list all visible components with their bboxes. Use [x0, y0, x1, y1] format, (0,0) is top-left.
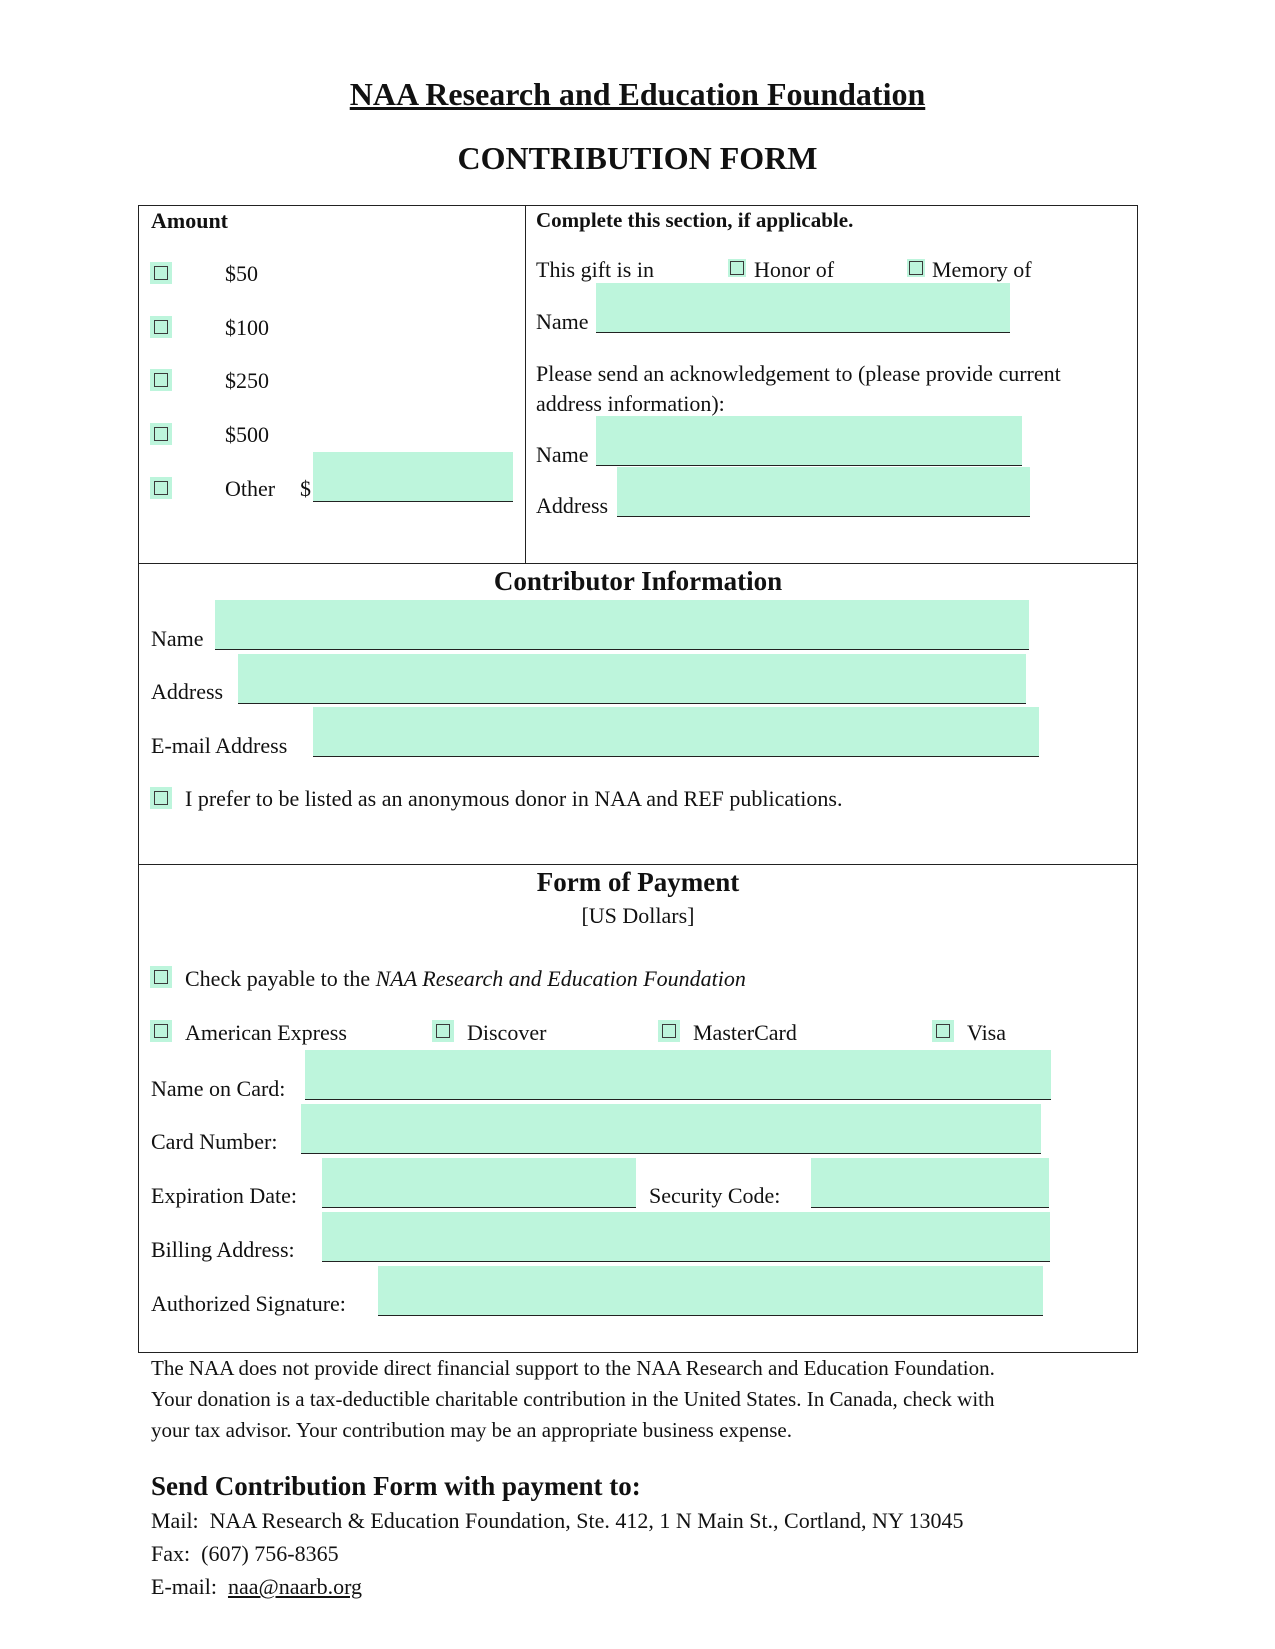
signature-label: Authorized Signature: — [151, 1291, 346, 1316]
fax-value: (607) 756-8365 — [201, 1541, 339, 1566]
card-number-field[interactable] — [301, 1104, 1041, 1154]
honor-label: Honor of — [754, 257, 835, 282]
amount-divider — [525, 205, 526, 563]
amex-label: American Express — [185, 1020, 347, 1045]
discover-label: Discover — [467, 1020, 547, 1045]
contributor-divider — [138, 563, 1138, 564]
mail-value: NAA Research & Education Foundation, Ste. 412, 1 N Main St., Cortland, NY 13045 — [209, 1508, 964, 1533]
ack-address-field[interactable] — [617, 467, 1030, 517]
payment-heading: Form of Payment — [536, 867, 740, 897]
payment-divider — [138, 864, 1138, 865]
send-heading: Send Contribution Form with payment to: — [151, 1471, 641, 1501]
tribute-heading: Complete this section, if applicable. — [536, 208, 854, 232]
billing-address-label: Billing Address: — [151, 1237, 295, 1262]
check-payment-label — [185, 966, 746, 992]
amount-50-checkbox[interactable] — [150, 262, 172, 284]
ack-text-line2: address information): — [536, 391, 725, 416]
email-line — [151, 1574, 362, 1600]
name-on-card-field[interactable] — [305, 1050, 1051, 1100]
tribute-name-field[interactable] — [596, 283, 1010, 333]
billing-address-field[interactable] — [322, 1212, 1050, 1262]
honor-checkbox[interactable] — [728, 259, 746, 277]
email-link[interactable]: naa@naarb.org — [227, 1574, 363, 1599]
ack-name-field[interactable] — [596, 416, 1022, 466]
mastercard-checkbox[interactable] — [658, 1020, 680, 1042]
security-code-field[interactable] — [811, 1158, 1049, 1208]
disclaimer-line2: Your donation is a tax-deductible charitable contribution in the United States. In Canada, check with — [151, 1387, 995, 1411]
amount-other-dollar: $ — [300, 476, 311, 501]
ack-text-line1: Please send an acknowledgement to (please provide current — [536, 361, 1061, 386]
discover-checkbox[interactable] — [432, 1020, 454, 1042]
amount-500-label: $500 — [225, 422, 269, 447]
fax-line — [151, 1541, 339, 1567]
amount-250-checkbox[interactable] — [150, 369, 172, 391]
email-label: E-mail: — [151, 1574, 217, 1599]
amount-heading: Amount — [151, 208, 229, 233]
memory-label: Memory of — [932, 257, 1032, 282]
visa-label: Visa — [967, 1020, 1007, 1045]
amount-other-label: Other — [225, 476, 276, 501]
mail-label: Mail: — [151, 1508, 199, 1533]
contributor-heading: Contributor Information — [493, 566, 783, 596]
anonymous-label: I prefer to be listed as an anonymous donor in NAA and REF publications. — [185, 786, 843, 811]
disclaimer-line1: The NAA does not provide direct financial support to the NAA Research and Education Foundation. — [151, 1356, 995, 1380]
currency-note: [US Dollars] — [581, 903, 695, 928]
name-on-card-label: Name on Card: — [151, 1076, 286, 1101]
mastercard-label: MasterCard — [693, 1020, 797, 1045]
amount-250-label: $250 — [225, 368, 269, 393]
disclaimer-line3: your tax advisor. Your contribution may be an appropriate business expense. — [151, 1418, 792, 1442]
amount-50-label: $50 — [225, 261, 258, 286]
mail-line — [151, 1508, 964, 1534]
expiration-field[interactable] — [322, 1158, 636, 1208]
amount-100-label: $100 — [225, 315, 269, 340]
security-code-label: Security Code: — [649, 1183, 781, 1208]
check-label-payee: NAA Research and Education Foundation — [375, 966, 746, 991]
form-title: CONTRIBUTION FORM — [457, 140, 818, 176]
contributor-address-label: Address — [151, 679, 224, 704]
amex-checkbox[interactable] — [150, 1020, 172, 1042]
amount-other-field[interactable] — [313, 452, 513, 502]
expiration-label: Expiration Date: — [151, 1183, 298, 1208]
visa-checkbox[interactable] — [932, 1020, 954, 1042]
fax-label: Fax: — [151, 1541, 191, 1566]
tribute-name-label: Name — [536, 309, 589, 334]
gift-label: This gift is in — [536, 257, 654, 282]
signature-field[interactable] — [378, 1266, 1043, 1316]
ack-name-label: Name — [536, 442, 589, 467]
memory-checkbox[interactable] — [907, 259, 925, 277]
check-label-prefix: Check payable to the — [185, 966, 376, 991]
amount-100-checkbox[interactable] — [150, 316, 172, 338]
contributor-email-label: E-mail Address — [151, 733, 288, 758]
org-title: NAA Research and Education Foundation — [349, 76, 926, 112]
check-payment-checkbox[interactable] — [150, 966, 172, 988]
anonymous-checkbox[interactable] — [150, 787, 172, 809]
contributor-name-field[interactable] — [215, 600, 1029, 650]
ack-address-label: Address — [536, 493, 609, 518]
contributor-address-field[interactable] — [238, 654, 1026, 704]
card-number-label: Card Number: — [151, 1129, 278, 1154]
contributor-name-label: Name — [151, 626, 204, 651]
amount-other-checkbox[interactable] — [150, 477, 172, 499]
contributor-email-field[interactable] — [313, 707, 1039, 757]
amount-500-checkbox[interactable] — [150, 423, 172, 445]
